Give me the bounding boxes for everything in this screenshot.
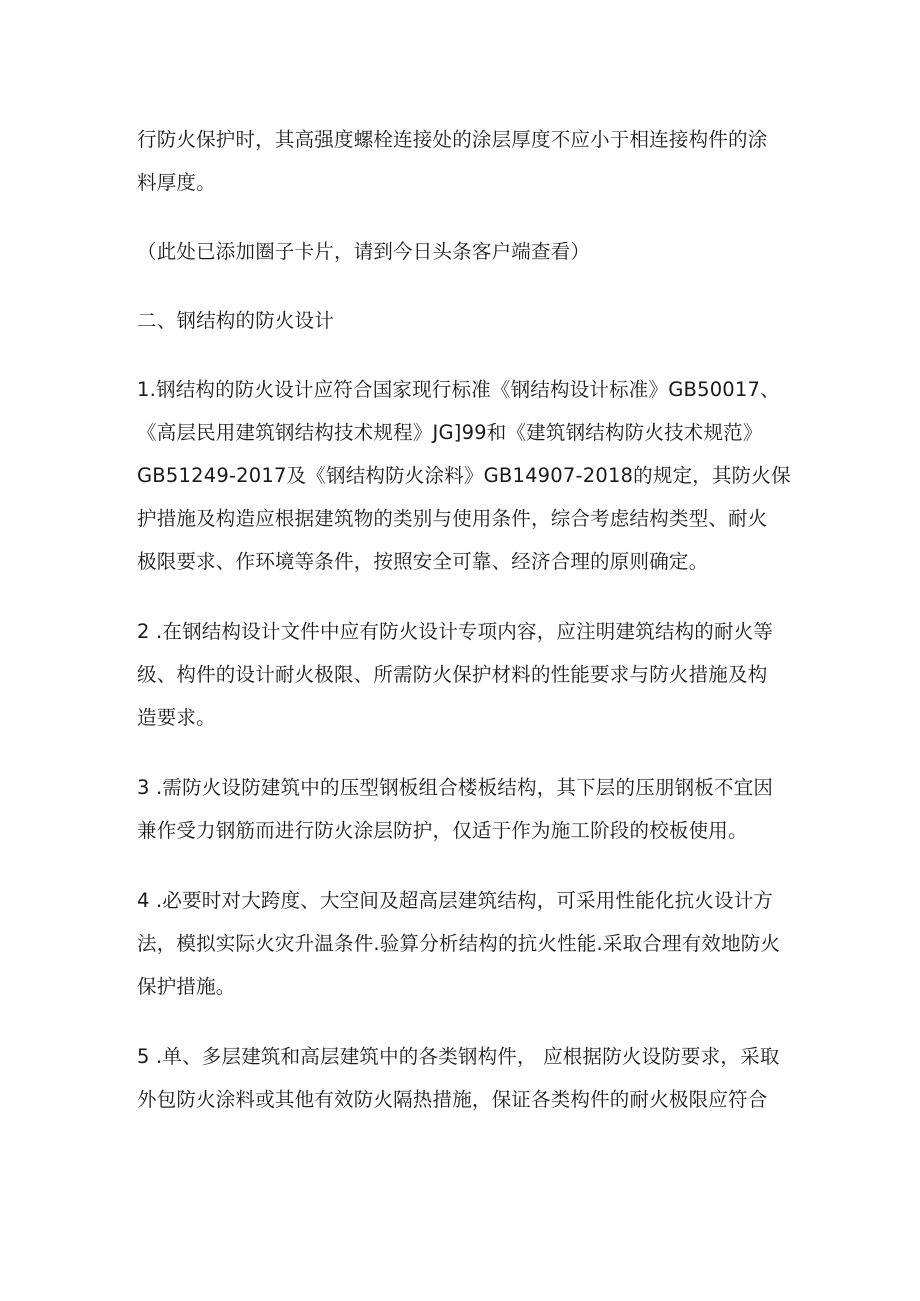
text-line: （此处已添加圈子卡片，请到今日头条客户端查看） [137,240,591,263]
paragraph-item-2 [137,610,797,739]
text-line: 级、构件的设计耐火极限、所需防火保护材料的性能要求与防火措施及构 [137,663,768,686]
text-line: 行防火保护时，其高强度螺栓连接处的涂层厚度不应小于相连接构件的涂 [137,128,768,151]
text-line: 3 .需防火设防建筑中的压型钢板组合楼板结构，其下层的压朋钢板不宜因 [137,776,774,799]
text-line: 造要求。 [137,706,216,729]
text-line: 兼作受力钢筋而进行防火涂层防护，仅适于作为施工阶段的校板使用。 [137,819,748,842]
text-line: 2 .在钢结构设计文件中应有防火设计专项内容，应注明建筑结构的耐火等 [137,620,774,643]
text-line: 《高层民用建筑钢结构技术规程》JG]99和《建筑钢结构防火技术规范》 [137,421,763,444]
paragraph-continuation [137,118,797,204]
text-line: 4 .必要时对大跨度、大空间及超高层建筑结构，可采用性能化抗火设计方 [137,889,774,912]
text-line: 二、钢结构的防火设计 [137,309,335,332]
paragraph-item-3 [137,766,797,852]
paragraph-item-4 [137,879,797,1008]
text-line: 法，模拟实际火灾升温条件.验算分析结构的抗火性能.采取合理有效地防火 [137,932,781,955]
text-line: 外包防火涂料或其他有效防火隔热措施，保证各类构件的耐火极限应符合 [137,1088,768,1111]
text-line: 保护措施。 [137,975,236,998]
text-line: GB51249-2017及《钢结构防火涂料》GB14907-2018的规定，其防火保 [137,464,791,487]
text-line: 料厚度。 [137,171,216,194]
card-placeholder-notice [137,230,797,273]
text-line: 极限要求、作环境等条件，按照安全可靠、经济合理的原则确定。 [137,550,709,573]
paragraph-item-5 [137,1035,797,1121]
paragraph-item-1 [137,368,797,583]
text-line: 5 .单、多层建筑和高层建筑中的各类钢构件， 应根据防火设防要求，采取 [137,1045,780,1068]
section-heading [137,299,797,342]
document-body [137,118,797,1121]
text-line: 1.钢结构的防火设计应符合国家现行标准《钢结构设计标准》GB50017、 [137,378,780,401]
text-line: 护措施及构造应根据建筑物的类别与使用条件，综合考虑结构类型、耐火 [137,507,768,530]
